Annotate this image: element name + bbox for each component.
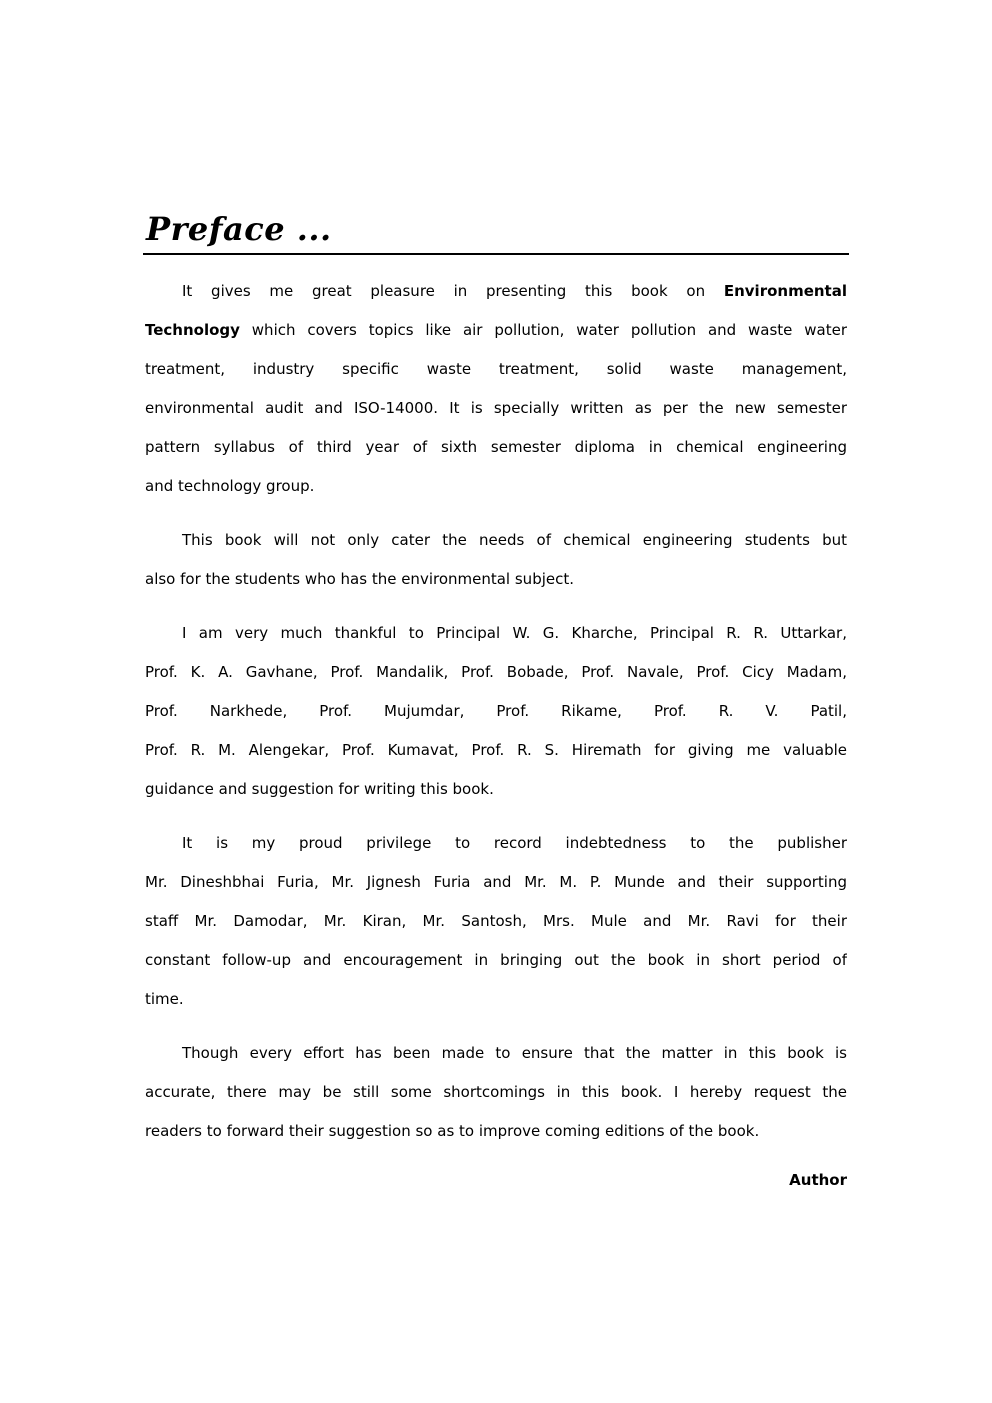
text-line: readers to forward their suggestion so as to improve coming editions of the book.	[145, 1122, 760, 1140]
paragraph	[145, 1034, 847, 1151]
author-signature: Author	[789, 1171, 847, 1189]
paragraph	[145, 272, 847, 506]
text-line: Prof. Narkhede, Prof. Mujumdar, Prof. Rikame, Prof. R. V. Patil,	[145, 702, 847, 720]
text-segment: which covers topics like air pollution, water pollution and waste water	[239, 321, 847, 339]
text-line: Though every effort has been made to ensure that the matter in this book is	[182, 1044, 847, 1062]
book-title-bold: Environmental	[723, 282, 847, 300]
text-line: Mr. Dineshbhai Furia, Mr. Jignesh Furia and Mr. M. P. Munde and their supporting	[145, 873, 847, 891]
paragraph	[145, 614, 847, 809]
text-line: It is my proud privilege to record indebtedness to the publisher	[182, 834, 847, 852]
text-line: environmental audit and ISO-14000. It is specially written as per the new semester	[145, 399, 847, 417]
text-line: pattern syllabus of third year of sixth semester diploma in chemical engineering	[145, 438, 847, 456]
text-line: and technology group.	[145, 477, 315, 495]
text-line: treatment, industry specific waste treatment, solid waste management,	[145, 360, 847, 378]
text-line: accurate, there may be still some shortcomings in this book. I hereby request the	[145, 1083, 847, 1101]
text-line	[145, 311, 847, 350]
text-line: This book will not only cater the needs of chemical engineering students but	[182, 531, 847, 549]
text-line: guidance and suggestion for writing this book.	[145, 780, 494, 798]
text-line: also for the students who has the environmental subject.	[145, 570, 575, 588]
text-line: Prof. K. A. Gavhane, Prof. Mandalik, Prof. Bobade, Prof. Navale, Prof. Cicy Madam,	[145, 663, 847, 681]
text-line	[145, 272, 847, 311]
text-line: Prof. R. M. Alengekar, Prof. Kumavat, Prof. R. S. Hiremath for giving me valuable	[145, 741, 847, 759]
preface-body	[145, 272, 847, 1200]
title-underline	[143, 253, 849, 255]
text-line: staff Mr. Damodar, Mr. Kiran, Mr. Santosh, Mrs. Mule and Mr. Ravi for their	[145, 912, 847, 930]
book-title-bold: Technology	[145, 321, 240, 339]
paragraph	[145, 824, 847, 1019]
text-line: time.	[145, 990, 184, 1008]
paragraph	[145, 521, 847, 599]
text-line: constant follow-up and encouragement in bringing out the book in short period of	[145, 951, 847, 969]
page-title: Preface ...	[146, 210, 332, 248]
text-segment: It gives me great pleasure in presenting this book on	[182, 282, 724, 300]
text-line: I am very much thankful to Principal W. G. Kharche, Principal R. R. Uttarkar,	[182, 624, 847, 642]
